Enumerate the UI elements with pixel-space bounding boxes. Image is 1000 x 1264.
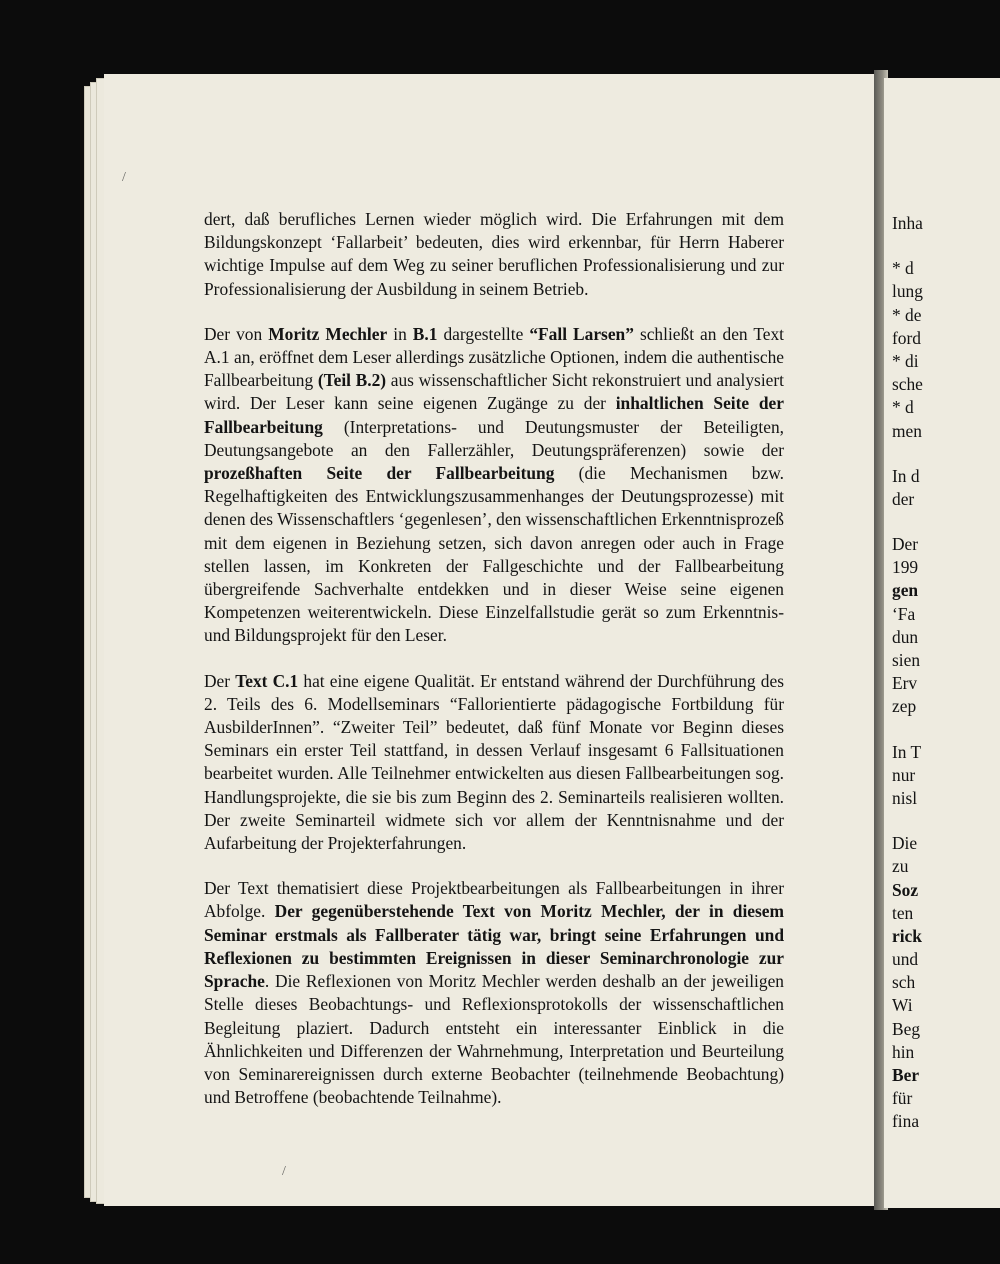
line-text: Beg (892, 1018, 921, 1039)
line-text: * de (892, 304, 922, 325)
right-page-line (892, 350, 1000, 373)
right-page (884, 78, 1000, 1208)
line-text: men (892, 420, 922, 441)
right-page-line (892, 533, 1000, 556)
right-page-line (892, 925, 1000, 948)
bold-text: “Fall Larsen” (529, 323, 634, 344)
left-page (104, 74, 882, 1206)
right-page-line (892, 994, 1000, 1017)
right-page-line (892, 327, 1000, 350)
body-text: dargestellte (437, 323, 530, 344)
body-text: . Die Reflexionen von Moritz Mechler werden deshalb an der jeweiligen Stelle dieses Beobachtungs- und Reflexionsprotokolls der wissenschaftlichen Begleitung plaziert. Dadurch entsteht ein interessanter Einblick in die Ähnlichkeiten und Differenzen der Wahrnehmung, Interpretation und Beurteilung von Seminarereignissen durch externe Beobachter (teilnehmende Beobachtung) und Betroffene (beobachtende Teilnahme). (204, 971, 784, 1108)
line-text: sche (892, 374, 923, 395)
right-page-line (892, 1018, 1000, 1041)
line-text: sien (892, 650, 921, 670)
paragraph (204, 670, 784, 856)
right-page-line (892, 280, 1000, 303)
line-text: und (892, 949, 919, 970)
line-text: Die (892, 833, 918, 854)
line-text: nur (892, 764, 916, 785)
right-page-line (892, 741, 1000, 764)
bold-text: inhaltlichen Seite der Fallbearbeitung (204, 393, 784, 437)
line-text: * d (892, 397, 914, 418)
line-text: für (892, 1088, 913, 1109)
right-page-line (892, 649, 1000, 672)
right-page-line (892, 695, 1000, 718)
line-text: In T (892, 741, 922, 762)
line-text: sch (892, 972, 916, 993)
body-text: Der von (204, 323, 269, 344)
right-page-line (892, 488, 1000, 511)
line-text: ten (892, 902, 914, 923)
right-page-text (892, 212, 1000, 1134)
bold-text: Moritz Mechler (268, 323, 388, 344)
line-text: zep (892, 696, 917, 717)
paragraph (204, 877, 784, 1109)
body-text: in (387, 323, 413, 344)
line-text: 199 (892, 557, 919, 578)
line-text: lung (892, 281, 923, 302)
right-page-line (892, 579, 1000, 602)
right-page-line (892, 212, 1000, 235)
body-text: dert, daß berufliches Lernen wieder möglich wird. Die Erfahrungen mit dem Bildungskonzept ‘Fallarbeit’ bedeuten, dies wird erkennbar, für Herrn Haberer wichtige Impulse auf dem Weg zu seiner beruflichen Professionalisierung und zur Professionalisierung der Ausbildung in seinem Betrieb. (204, 209, 784, 299)
margin-pencil-mark: / (122, 170, 126, 185)
line-text: nisl (892, 787, 918, 808)
right-page-line (892, 556, 1000, 579)
right-page-line (892, 1041, 1000, 1064)
left-page-text (204, 208, 784, 1131)
right-page-line (892, 787, 1000, 810)
body-text: (Interpretations- und Deutungsmuster der Beteiligten, Deutungsangebote an den Fallerzähler, Deutungspräferenzen) sowie der (204, 416, 784, 460)
right-page-line (892, 465, 1000, 488)
bold-text: (Teil B.2) (317, 370, 387, 391)
body-text: (die Mechanismen bzw. Regelhaftigkeiten des Entwicklungszusammenhanges der Deutungsprozesse) mit denen des Wissenschaftlers ‘gegenlesen’, den wissenschaftlichen Erkenntnisprozeß mit dem eigenen in Beziehung setzen, sich davon anregen oder auch in Frage stellen lassen, im Konkreten der Fallgeschichte und der Fallbearbeitung übergreifende Sachverhalte entdekken und in dieser Weise seine eigenen Kompetenzen weiterentwickeln. Diese Einzelfallstudie gerät so zum Erkenntnis- und Bildungsprojekt für den Leser. (204, 463, 784, 646)
line-text: Ber (892, 1065, 920, 1085)
line-text: dun (892, 626, 919, 647)
margin-pencil-mark: / (282, 1164, 286, 1179)
line-text: zu (892, 856, 909, 877)
right-page-line (892, 304, 1000, 327)
right-page-line (892, 420, 1000, 443)
line-text: Wi (892, 995, 913, 1016)
right-page-line (892, 257, 1000, 280)
right-page-line (892, 902, 1000, 925)
bold-text: prozeßhaften Seite der Fallbearbeitung (204, 463, 555, 484)
line-text: Soz (892, 879, 919, 900)
body-text: schließt an den Text A.1 an, eröffnet dem Leser allerdings zusätzliche Optionen, indem die authentische Fallbearbeitung (204, 323, 784, 391)
right-page-line (892, 855, 1000, 878)
line-text: * d (892, 258, 914, 279)
right-page-line (892, 1064, 1000, 1087)
bold-text: Text C.1 (235, 670, 299, 691)
right-page-line (892, 879, 1000, 902)
right-page-line (892, 971, 1000, 994)
paragraph (204, 208, 784, 301)
body-text: Der Text thematisiert diese Projektbearbeitungen als Fallbearbeitungen in ihrer Abfolge. (204, 878, 784, 922)
body-text: hat eine eigene Qualität. Er entstand während der Durchführung des 2. Teils des 6. Modellseminars “Fallorientierte pädagogische Fortbildung für AusbilderInnen”. “Zweiter Teil” bedeutet, daß fünf Monate vor Beginn dieses Seminars ein erster Teil stattfand, in dessen Verlauf insgesamt 6 Fallsituationen bearbeitet wurden. Alle Teilnehmer entwickelten aus diesen Fallbearbeitungen sog. Handlungsprojekte, die sie bis zum Beginn des 2. Seminarteils realisieren wollten. Der zweite Seminarteil widmete sich vor allem der Kenntnisnahme und der Aufarbeitung der Projekterfahrungen. (204, 670, 784, 854)
paragraph (204, 323, 784, 648)
line-text: ‘Fa (892, 603, 916, 624)
line-text: Inha (892, 213, 923, 233)
line-text: der (892, 488, 915, 509)
line-text: * di (892, 350, 919, 371)
right-page-line (892, 626, 1000, 649)
right-page-line (892, 373, 1000, 396)
line-text: fina (892, 1111, 920, 1132)
right-page-line (892, 832, 1000, 855)
right-page-line (892, 948, 1000, 971)
bold-text: B.1 (412, 323, 438, 344)
right-page-line (892, 1110, 1000, 1133)
right-page-line (892, 1087, 1000, 1110)
line-text: rick (892, 925, 922, 946)
right-page-line (892, 672, 1000, 695)
line-text: Erv (892, 673, 918, 694)
right-page-line (892, 764, 1000, 787)
line-text: gen (892, 580, 919, 601)
line-text: hin (892, 1041, 915, 1062)
right-page-line (892, 603, 1000, 626)
line-text: Der (892, 534, 919, 555)
body-text: aus wissenschaftlicher Sicht rekonstruiert und analysiert wird. Der Leser kann seine eigenen Zugänge zu der (204, 370, 784, 414)
right-page-line (892, 396, 1000, 419)
line-text: ford (892, 327, 921, 348)
bold-text: Der gegenüberstehende Text von Moritz Mechler, der in diesem Seminar erstmals als Fallberater tätig war, bringt seine Erfahrungen und Reflexionen zu bestimmten Ereignissen in dieser Seminarchronologie zur Sprache (204, 901, 785, 992)
line-text: In d (892, 465, 920, 486)
body-text: Der (204, 670, 236, 691)
